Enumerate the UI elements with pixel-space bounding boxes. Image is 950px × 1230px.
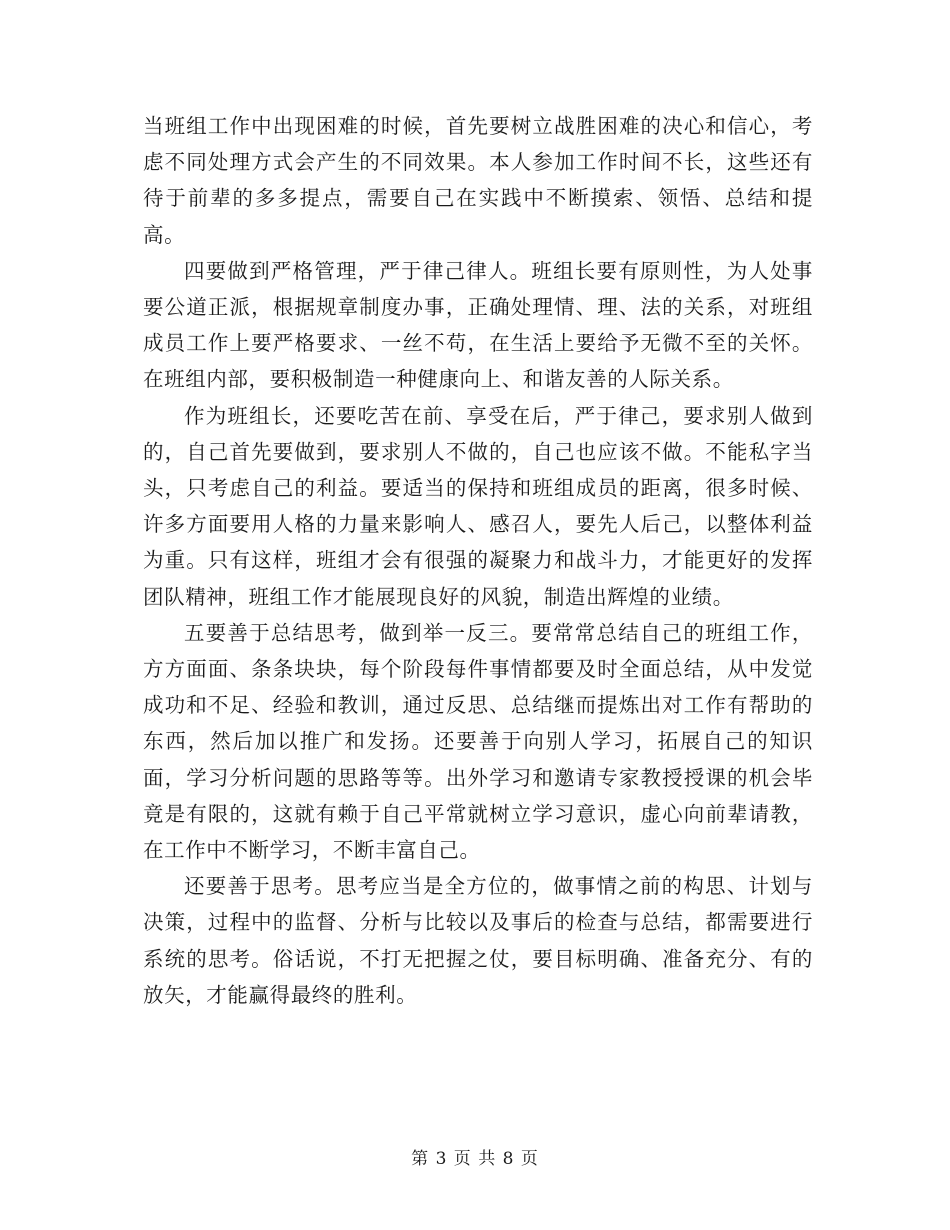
paragraph-4: 五要善于总结思考，做到举一反三。要常常总结自己的班组工作，方方面面、条条块块，每个阶段每件事情都要及时全面总结，从中发觉成功和不足、经验和教训，通过反思、总结继而提炼出对工作有帮助的东西，然后加以推广和发扬。还要善于向别人学习，拓展自己的知识面，学习分析问题的思路等等。出外学习和邀请专家教授授课的机会毕竟是有限的，这就有赖于自己平常就树立学习意识，虚心向前辈请教，在工作中不断学习，不断丰富自己。	[143, 620, 813, 863]
paragraph-3: 作为班组长，还要吃苦在前、享受在后，严于律己，要求别人做到的，自己首先要做到，要求别人不做的，自己也应该不做。不能私字当头，只考虑自己的利益。要适当的保持和班组成员的距离，很多时候、许多方面要用人格的力量来影响人、感召人，要先人后己，以整体利益为重。只有这样，班组才会有很强的凝聚力和战斗力，才能更好的发挥团队精神，班组工作才能展现良好的风貌，制造出辉煌的业绩。	[143, 403, 813, 609]
paragraph-1: 当班组工作中出现困难的时候，首先要树立战胜困难的决心和信心，考虑不同处理方式会产生的不同效果。本人参加工作时间不长，这些还有待于前辈的多多提点，需要自己在实践中不断摸索、领悟、总结和提高。	[143, 114, 813, 247]
paragraph-2: 四要做到严格管理，严于律己律人。班组长要有原则性，为人处事要公道正派，根据规章制度办事，正确处理情、理、法的关系，对班组成员工作上要严格要求、一丝不苟，在生活上要给予无微不至的关怀。在班组内部，要积极制造一种健康向上、和谐友善的人际关系。	[143, 258, 813, 392]
paragraph-5: 还要善于思考。思考应当是全方位的，做事情之前的构思、计划与决策，过程中的监督、分析与比较以及事后的检查与总结，都需要进行系统的思考。俗话说，不打无把握之仗，要目标明确、准备充分、有的放矢，才能赢得最终的胜利。	[143, 874, 813, 1007]
document-body	[143, 108, 813, 1013]
page-number-footer: 第 3 页 共 8 页	[411, 1149, 539, 1169]
